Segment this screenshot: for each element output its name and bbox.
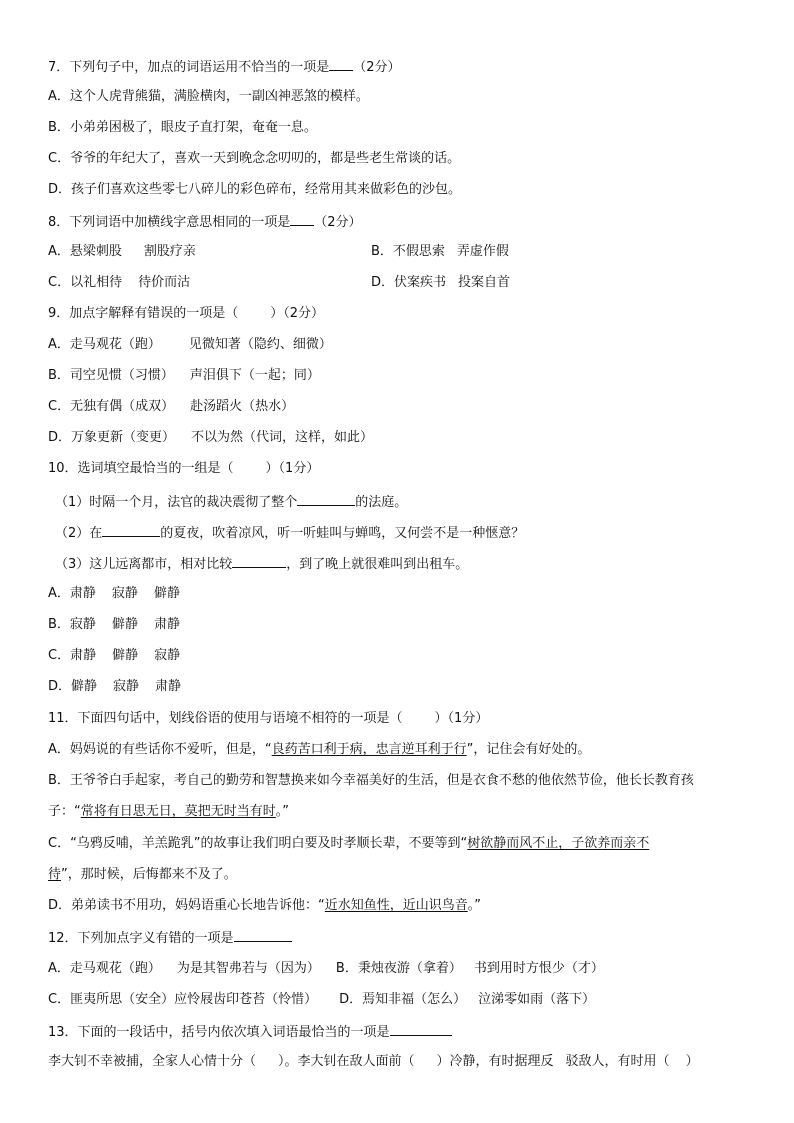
question-7-option-c: C．爷爷的年纪大了，喜欢一天到晚念念叨叨的，都是些老生常谈的话。 [48,151,461,166]
question-11-option-a: A．妈妈说的有些话你不爱听，但是，“良药苦口利于病，忠言逆耳利于行”，记住会有好处的。 [48,742,591,757]
question-12-stem: 12．下列加点字义有错的一项是 [48,929,292,947]
answer-blank [234,929,292,942]
question-10-sentence-2: （2）在 的夏夜，吹着凉风，听一听蛙叫与蝉鸣，又何尝不是一种惬意？ [55,526,525,541]
question-8-row-ab [48,244,748,260]
question-7-option-d: D．孩子们喜欢这些零七八碎儿的彩色碎布，经常用其来做彩色的沙包。 [48,182,462,197]
question-12-option-c: C．匪夷所思（安全）应怜屐齿印苍苔（怜惜） [48,992,318,1007]
underlined-proverb-end: 待 [48,867,62,882]
answer-blank [390,1023,452,1036]
underlined-proverb: 常将有日思无日，莫把无时当有时 [80,804,276,819]
question-11-option-d: D．弟弟读书不用功，妈妈语重心长地告诉他：“近水知鱼性，近山识鸟音。” [48,898,482,913]
question-11-stem: 11．下面四句话中，划线俗语的使用与语境不相符的一项是（ ）（1分） [48,711,489,726]
question-11-option-c-line-2: 待”，那时候，后悔都来不及了。 [48,867,237,882]
question-8-option-a: A．悬梁刺股 割股疗亲 [48,244,196,259]
fill-blank [232,555,286,568]
question-13-stem: 13．下面的一段话中，括号内依次填入词语最恰当的一项是 [48,1023,452,1041]
question-8-option-d: D．伏案疾书 投案自首 [371,275,511,290]
question-11-option-b-line-1: B．王爷爷白手起家，考自己的勤劳和智慧换来如今幸福美好的生活，但是衣食不愁的他依然节俭，他长长教育孩 [48,773,694,788]
question-9-option-c: C．无独有偶（成双） 赴汤蹈火（热水） [48,399,295,414]
question-12-option-a: A．走马观花（跑） 为是其智弗若与（因为） [48,961,320,976]
question-9-option-d: D．万象更新（变更） 不以为然（代词，这样，如此） [48,430,374,445]
question-9-stem: 9．加点字解释有错误的一项是（ ）（2分） [48,306,325,321]
question-8-stem: 8．下列词语中加横线字意思相同的一项是 （2分） [48,215,362,230]
question-7-option-b: B．小弟弟困极了，眼皮子直打架，奄奄一息。 [48,120,317,135]
question-8-option-b: B．不假思索 弄虚作假 [371,244,509,259]
question-10-sentence-1: （1）时隔一个月，法官的裁决震彻了整个 的法庭。 [55,495,408,510]
question-11-option-c-line-1: C．“乌鸦反哺，羊羔跪乳”的故事让我们明白要及时孝顺长辈，不要等到“树欲静而风不止，子欲养而亲不 [48,836,650,851]
question-12-row-ab [48,961,604,977]
question-12-option-d: D．焉知非福（怎么） 泣涕零如雨（落下） [339,992,596,1007]
question-11-option-b-line-2: 子：“常将有日思无日，莫把无时当有时。” [48,804,290,819]
question-10-option-b: B．寂静 僻静 肃静 [48,617,180,632]
question-7-option-a: A．这个人虎背熊猫，满脸横肉，一副凶神恶煞的模样。 [48,89,369,104]
question-9-option-a: A．走马观花（跑） 见微知著（隐约、细微） [48,337,332,352]
underlined-proverb: 良药苦口利于病，忠言逆耳利于行 [271,742,467,757]
fill-blank [102,524,160,537]
question-8-row-cd [48,275,748,291]
question-7-stem: 7．下列句子中，加点的词语运用不恰当的一项是 （2分） [48,60,401,75]
underlined-proverb: 近水知鱼性，近山识鸟音 [324,898,468,913]
answer-blank [290,213,314,226]
question-10-option-c: C．肃静 僻静 寂静 [48,648,181,663]
question-10-option-d: D．僻静 寂静 肃静 [48,679,182,694]
question-9-option-b: B．司空见惯（习惯） 声泪俱下（一起；同） [48,368,320,383]
question-10-option-a: A．肃静 寂静 僻静 [48,586,180,601]
underlined-proverb: 树欲静而风不止，子欲养而亲不 [467,836,650,851]
question-10-sentence-3: （3）这儿远离都市，相对比较 ，到了晚上就很难叫到出租车。 [55,557,469,572]
answer-blank [329,58,353,71]
question-12-option-b: B．秉烛夜游（拿着） 书到用时方恨少（才） [335,961,604,976]
question-8-option-c: C．以礼相待 待价而沽 [48,275,191,290]
question-10-stem: 10．选词填空最恰当的一组是（ ）（1分） [48,461,320,476]
fill-blank [297,493,355,506]
question-12-row-cd [48,992,595,1008]
question-13-passage: 李大钊不幸被捕，全家人心情十分（ ）。李大钊在敌人面前（ ）冷静，有时据理反 驳敌人，有时用（ ） [48,1054,699,1069]
